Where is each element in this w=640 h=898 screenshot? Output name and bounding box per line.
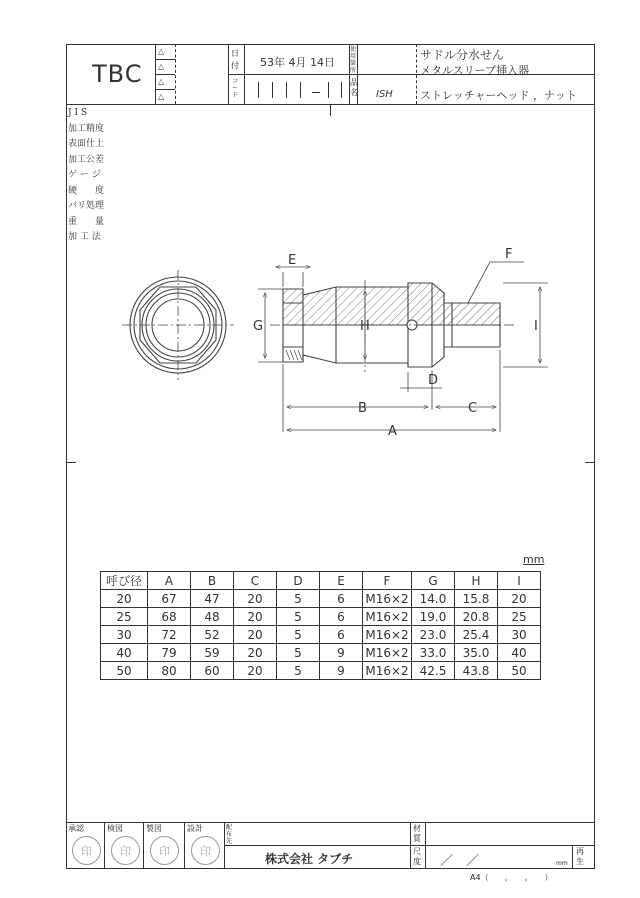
table-cell: 23.0 bbox=[412, 626, 455, 644]
table-header-cell: H bbox=[455, 572, 498, 590]
spec-label: ゲ ー ジ bbox=[68, 170, 101, 180]
table-cell: 25 bbox=[498, 608, 541, 626]
dim-label-f: F bbox=[505, 247, 513, 262]
spec-label: 加 工 法 bbox=[68, 232, 101, 242]
table-cell: 50 bbox=[101, 662, 148, 680]
spec-label: 加工精度 bbox=[68, 123, 105, 134]
company-logo: TBC bbox=[92, 60, 143, 88]
dim-label-b: B bbox=[358, 401, 367, 416]
table-cell: 14.0 bbox=[412, 590, 455, 608]
table-row bbox=[101, 644, 541, 662]
table-cell: 48 bbox=[191, 608, 234, 626]
draft-label: 製図 bbox=[146, 824, 162, 833]
dim-label-d: D bbox=[428, 373, 439, 388]
table-cell: 20.8 bbox=[455, 608, 498, 626]
spec-label: 重 量 bbox=[68, 216, 105, 227]
product-name-line3: ストレッチャーヘッド ，ナット bbox=[420, 89, 577, 102]
table-header-cell: G bbox=[412, 572, 455, 590]
revision-mark-4: △ bbox=[158, 92, 165, 101]
table-cell: 20 bbox=[234, 626, 277, 644]
table-cell: 5 bbox=[277, 626, 320, 644]
table-header-cell: 呼び径 bbox=[101, 572, 148, 590]
product-name-line2: メタルスリーブ挿入器 bbox=[420, 64, 530, 77]
table-header-cell: A bbox=[148, 572, 191, 590]
table-cell: 9 bbox=[320, 662, 363, 680]
check-label: 検図 bbox=[107, 824, 123, 833]
table-cell: M16×2 bbox=[363, 590, 412, 608]
table-cell: 19.0 bbox=[412, 608, 455, 626]
table-row bbox=[101, 626, 541, 644]
table-cell: 35.0 bbox=[455, 644, 498, 662]
table-cell: 52 bbox=[191, 626, 234, 644]
table-cell: 79 bbox=[148, 644, 191, 662]
approval-seal: 印 bbox=[72, 836, 101, 865]
table-cell: M16×2 bbox=[363, 608, 412, 626]
table-header-cell: I bbox=[498, 572, 541, 590]
table-cell: M16×2 bbox=[363, 662, 412, 680]
check-seal: 印 bbox=[111, 836, 140, 865]
table-cell: 9 bbox=[320, 644, 363, 662]
usage-label: 使用箇所 bbox=[350, 46, 357, 74]
side-view bbox=[270, 280, 515, 372]
dim-label-h: H bbox=[360, 319, 370, 334]
spec-label: 表面仕上 bbox=[68, 139, 105, 149]
paper-size: A4（ ， ， ） bbox=[470, 873, 553, 882]
scale-unit: mm bbox=[556, 860, 568, 867]
table-cell: 67 bbox=[148, 590, 191, 608]
table-cell: 5 bbox=[277, 608, 320, 626]
table-cell: 80 bbox=[148, 662, 191, 680]
table-cell: 6 bbox=[320, 626, 363, 644]
dim-label-c: C bbox=[468, 401, 478, 416]
spec-label: バリ処理 bbox=[68, 201, 105, 211]
table-cell: 30 bbox=[498, 626, 541, 644]
table-cell: 60 bbox=[191, 662, 234, 680]
table-cell: 20 bbox=[234, 662, 277, 680]
table-cell: 72 bbox=[148, 626, 191, 644]
table-header-cell: F bbox=[363, 572, 412, 590]
table-row bbox=[101, 590, 541, 608]
table-cell: 25.4 bbox=[455, 626, 498, 644]
table-cell: 15.8 bbox=[455, 590, 498, 608]
table-header-cell: E bbox=[320, 572, 363, 590]
table-cell: 20 bbox=[234, 590, 277, 608]
table-cell: 20 bbox=[101, 590, 148, 608]
table-cell: 6 bbox=[320, 608, 363, 626]
table-cell: 68 bbox=[148, 608, 191, 626]
table-cell: 40 bbox=[101, 644, 148, 662]
revision-mark-2: △ bbox=[158, 62, 165, 71]
spec-label: 加工公差 bbox=[68, 154, 105, 165]
table-cell: 5 bbox=[277, 644, 320, 662]
table-cell: 33.0 bbox=[412, 644, 455, 662]
reprint-label: 再生 bbox=[576, 847, 584, 866]
design-label: 設計 bbox=[187, 824, 203, 833]
approval-label: 承認 bbox=[68, 824, 84, 833]
distribution-label: 配布先 bbox=[226, 824, 233, 845]
table-header-cell: B bbox=[191, 572, 234, 590]
part-code: ISH bbox=[376, 89, 393, 100]
table-cell: 5 bbox=[277, 662, 320, 680]
spec-label: 硬 度 bbox=[68, 185, 105, 196]
revision-mark-1: △ bbox=[158, 47, 165, 56]
dim-label-e: E bbox=[288, 253, 297, 268]
company-name: 株式会社 タブチ bbox=[265, 852, 354, 866]
table-cell: 40 bbox=[498, 644, 541, 662]
table-cell: 47 bbox=[191, 590, 234, 608]
spec-label: J I S bbox=[68, 108, 88, 118]
table-cell: 25 bbox=[101, 608, 148, 626]
table-header-cell: C bbox=[234, 572, 277, 590]
date-label: 日付 bbox=[231, 49, 239, 70]
scale-value: ／ ／ bbox=[440, 854, 480, 869]
table-cell: 42.5 bbox=[412, 662, 455, 680]
table-cell: 43.8 bbox=[455, 662, 498, 680]
table-cell: 5 bbox=[277, 590, 320, 608]
table-cell: M16×2 bbox=[363, 644, 412, 662]
table-header-row bbox=[101, 572, 541, 590]
table-cell: 59 bbox=[191, 644, 234, 662]
material-label: 材質 bbox=[413, 824, 421, 843]
date-value: 53年 4月 14日 bbox=[260, 56, 335, 69]
dimension-table bbox=[100, 571, 541, 680]
dim-label-g: G bbox=[253, 319, 264, 334]
table-cell: 30 bbox=[101, 626, 148, 644]
table-cell: 20 bbox=[498, 590, 541, 608]
product-name-line1: サドル分水せん bbox=[420, 48, 505, 62]
table-cell: 20 bbox=[234, 608, 277, 626]
table-cell: M16×2 bbox=[363, 626, 412, 644]
end-view bbox=[122, 270, 234, 380]
dim-label-a: A bbox=[388, 424, 397, 439]
table-row bbox=[101, 608, 541, 626]
table-row bbox=[101, 662, 541, 680]
dim-label-i: I bbox=[534, 319, 538, 334]
table-header-cell: D bbox=[277, 572, 320, 590]
scale-label: 尺度 bbox=[413, 847, 421, 866]
table-cell: 50 bbox=[498, 662, 541, 680]
design-seal: 印 bbox=[191, 836, 220, 865]
code-label: コード bbox=[232, 78, 239, 99]
table-cell: 6 bbox=[320, 590, 363, 608]
table-unit: mm bbox=[523, 553, 545, 566]
name-label: 品名 bbox=[350, 78, 358, 97]
table-cell: 20 bbox=[234, 644, 277, 662]
draft-seal: 印 bbox=[150, 836, 179, 865]
revision-mark-3: △ bbox=[158, 77, 165, 86]
